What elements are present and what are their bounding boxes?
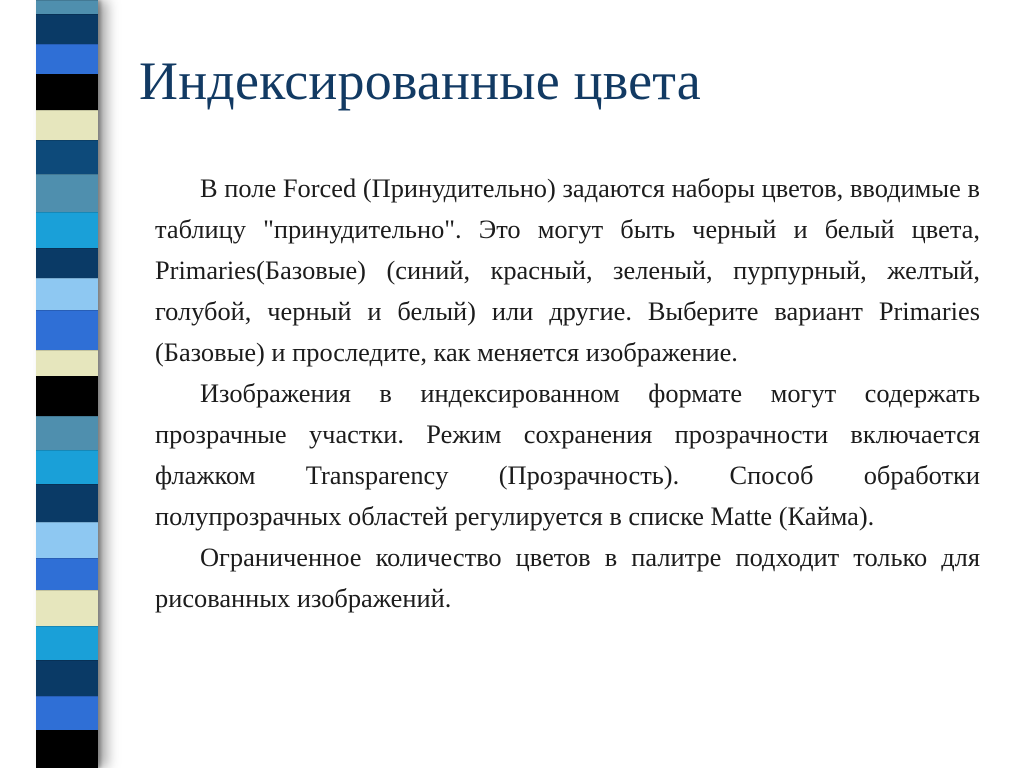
body-paragraph: Изображения в индексированном формате могут содержать прозрачные участки. Режим сохранения прозрачности включается флажком Transparency (Прозрачность). Способ обработки полупрозрачных областей регулируется в списке Matte (Кайма). [155,378,980,531]
stripe-segment [36,310,98,351]
stripe-segment [36,44,98,75]
stripe-segment [36,0,98,15]
stripe-segment [36,140,98,175]
stripe-segment [36,696,98,731]
stripe-segment [36,730,98,768]
slide-body [155,168,980,619]
stripe-segment [36,110,98,141]
stripe-segment [36,450,98,485]
stripe-segment [36,248,98,279]
decorative-stripe-bar [36,0,98,768]
stripe-segment [36,416,98,451]
stripe-segment [36,350,98,377]
stripe-segment [36,376,98,417]
stripe-segment [36,278,98,311]
stripe-segment [36,626,98,661]
stripe-segment [36,522,98,559]
stripe-segment [36,558,98,591]
stripe-segment [36,174,98,213]
slide-title: Индексированные цвета [139,51,701,111]
stripe-segment [36,484,98,523]
stripe-segment [36,14,98,45]
stripe-segment [36,74,98,111]
stripe-segment [36,590,98,627]
stripe-segment [36,660,98,697]
body-paragraph: В поле Forced (Принудительно) задаются наборы цветов, вводимые в таблицу "принудительно". Это могут быть черный и белый цвета, Primaries(Базовые) (синий, красный, зеленый, пурпурный, желтый, голубой, черный и белый) или другие. Выберите вариант Primaries (Базовые) и проследите, как меняется изображение. [155,173,980,367]
body-paragraph: Ограниченное количество цветов в палитре подходит только для рисованных изображений. [155,542,980,613]
stripe-segment [36,212,98,249]
